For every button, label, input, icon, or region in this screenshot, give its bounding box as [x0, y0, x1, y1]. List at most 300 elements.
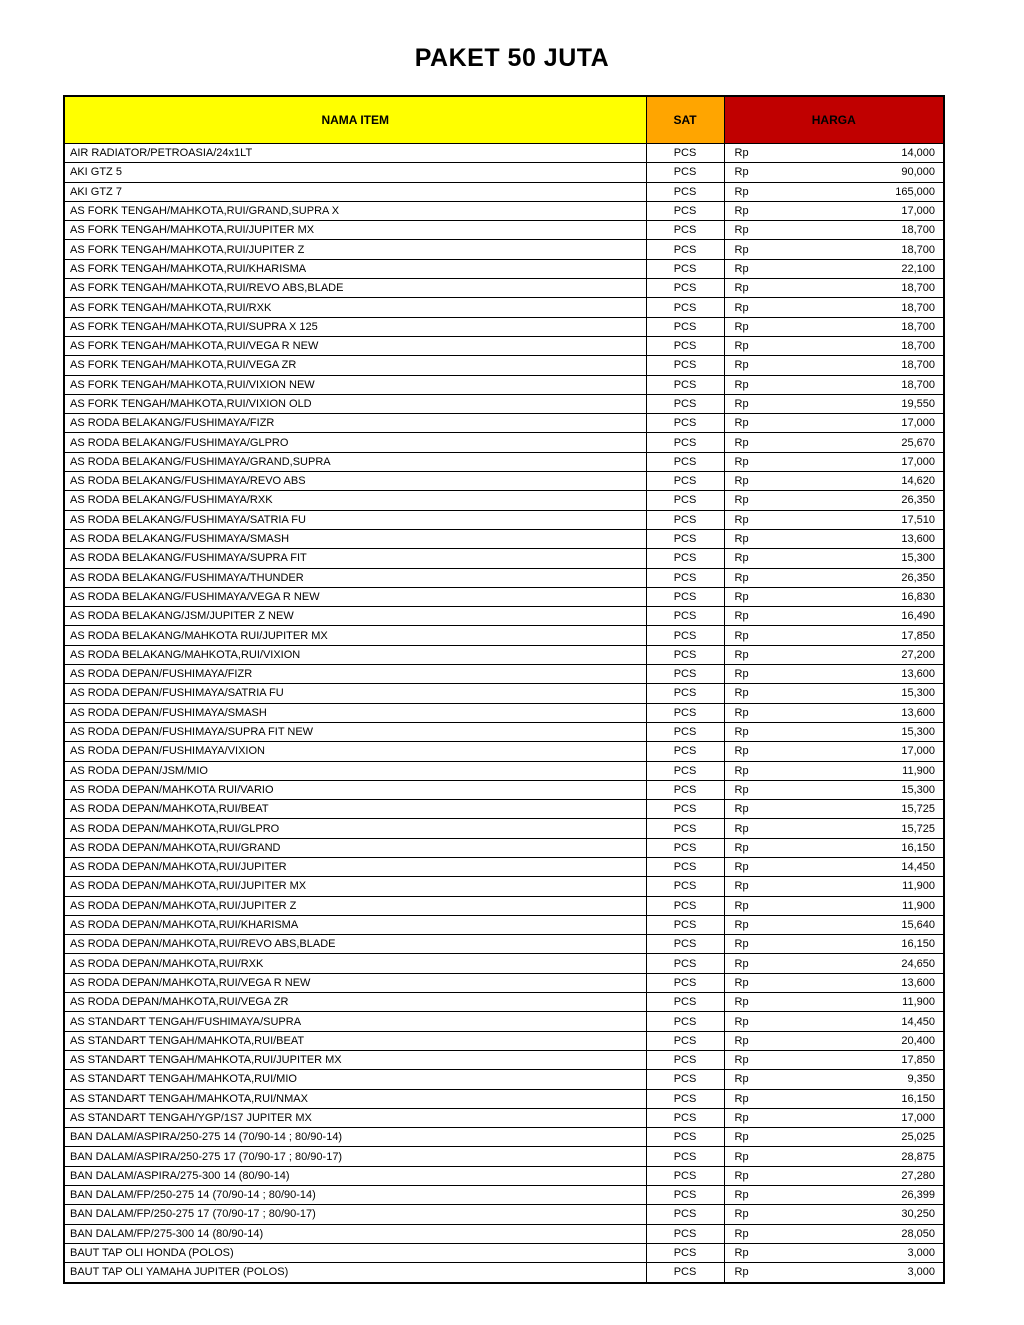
price-cell — [724, 665, 944, 684]
unit-cell: PCS — [646, 1050, 724, 1069]
unit-cell: PCS — [646, 877, 724, 896]
unit-cell: PCS — [646, 703, 724, 722]
price-value: 3,000 — [907, 1247, 935, 1260]
item-name-cell: AS RODA DEPAN/MAHKOTA,RUI/VEGA ZR — [64, 993, 646, 1012]
price-value: 16,830 — [901, 590, 935, 603]
price-cell — [724, 1050, 944, 1069]
currency-label: Rp — [734, 668, 749, 681]
price-value: 18,700 — [901, 301, 935, 314]
price-cell — [724, 356, 944, 375]
currency-label: Rp — [734, 1247, 749, 1260]
price-cell — [724, 780, 944, 799]
currency-label: Rp — [734, 1169, 749, 1182]
currency-label: Rp — [734, 1189, 749, 1202]
table-row — [64, 163, 944, 182]
item-name-cell: AS RODA DEPAN/MAHKOTA,RUI/JUPITER MX — [64, 877, 646, 896]
item-name-cell: AKI GTZ 5 — [64, 163, 646, 182]
item-name-cell: AS RODA DEPAN/FUSHIMAYA/VIXION — [64, 742, 646, 761]
table-row — [64, 607, 944, 626]
currency-label: Rp — [734, 436, 749, 449]
currency-label: Rp — [734, 320, 749, 333]
price-cell — [724, 742, 944, 761]
item-name-cell: AS RODA DEPAN/MAHKOTA,RUI/KHARISMA — [64, 915, 646, 934]
price-cell — [724, 298, 944, 317]
table-row — [64, 433, 944, 452]
item-name-cell: AKI GTZ 7 — [64, 182, 646, 201]
currency-label: Rp — [734, 590, 749, 603]
currency-label: Rp — [734, 282, 749, 295]
item-name-cell: AS RODA BELAKANG/FUSHIMAYA/SATRIA FU — [64, 510, 646, 529]
price-cell — [724, 201, 944, 220]
item-name-cell: BAN DALAM/FP/250-275 17 (70/90-17 ; 80/90-17) — [64, 1205, 646, 1224]
unit-cell: PCS — [646, 1205, 724, 1224]
currency-label: Rp — [734, 1054, 749, 1067]
price-cell — [724, 722, 944, 741]
currency-label: Rp — [734, 610, 749, 623]
price-cell — [724, 761, 944, 780]
currency-label: Rp — [734, 1111, 749, 1124]
price-cell — [724, 1263, 944, 1283]
item-name-cell: AS RODA DEPAN/FUSHIMAYA/SMASH — [64, 703, 646, 722]
table-row — [64, 144, 944, 163]
table-row — [64, 935, 944, 954]
table-row — [64, 665, 944, 684]
table-row — [64, 1186, 944, 1205]
price-cell — [724, 144, 944, 163]
price-value: 15,300 — [901, 783, 935, 796]
item-name-cell: AS RODA DEPAN/MAHKOTA,RUI/JUPITER Z — [64, 896, 646, 915]
item-name-cell: BAN DALAM/ASPIRA/275-300 14 (80/90-14) — [64, 1166, 646, 1185]
table-row — [64, 857, 944, 876]
price-value: 17,000 — [901, 1111, 935, 1124]
currency-label: Rp — [734, 861, 749, 874]
unit-cell: PCS — [646, 1186, 724, 1205]
price-value: 22,100 — [901, 262, 935, 275]
price-value: 16,150 — [901, 938, 935, 951]
table-row — [64, 182, 944, 201]
item-name-cell: AS FORK TENGAH/MAHKOTA,RUI/VEGA ZR — [64, 356, 646, 375]
currency-label: Rp — [734, 166, 749, 179]
unit-cell: PCS — [646, 684, 724, 703]
table-row — [64, 472, 944, 491]
item-name-cell: AS RODA BELAKANG/FUSHIMAYA/REVO ABS — [64, 472, 646, 491]
price-value: 90,000 — [901, 166, 935, 179]
item-name-cell: AS RODA DEPAN/JSM/MIO — [64, 761, 646, 780]
price-cell — [724, 800, 944, 819]
currency-label: Rp — [734, 899, 749, 912]
price-value: 27,280 — [901, 1169, 935, 1182]
price-cell — [724, 375, 944, 394]
table-row — [64, 491, 944, 510]
unit-cell: PCS — [646, 356, 724, 375]
unit-cell: PCS — [646, 491, 724, 510]
price-cell — [724, 240, 944, 259]
price-value: 9,350 — [907, 1073, 935, 1086]
currency-label: Rp — [734, 822, 749, 835]
table-row — [64, 1050, 944, 1069]
table-row — [64, 819, 944, 838]
currency-label: Rp — [734, 494, 749, 507]
unit-cell: PCS — [646, 144, 724, 163]
table-row — [64, 800, 944, 819]
price-cell — [724, 684, 944, 703]
table-row — [64, 201, 944, 220]
price-cell — [724, 1205, 944, 1224]
table-row — [64, 317, 944, 336]
price-cell — [724, 1166, 944, 1185]
currency-label: Rp — [734, 841, 749, 854]
table-row — [64, 336, 944, 355]
item-name-cell: AS FORK TENGAH/MAHKOTA,RUI/JUPITER MX — [64, 221, 646, 240]
table-body — [64, 144, 944, 1283]
currency-label: Rp — [734, 359, 749, 372]
unit-cell: PCS — [646, 761, 724, 780]
price-value: 11,900 — [902, 764, 935, 777]
column-header-nama-item: NAMA ITEM — [64, 96, 646, 144]
item-name-cell: AS RODA DEPAN/FUSHIMAYA/SATRIA FU — [64, 684, 646, 703]
unit-cell: PCS — [646, 800, 724, 819]
unit-cell: PCS — [646, 549, 724, 568]
unit-cell: PCS — [646, 336, 724, 355]
price-cell — [724, 568, 944, 587]
table-row — [64, 838, 944, 857]
table-row — [64, 1147, 944, 1166]
table-row — [64, 954, 944, 973]
unit-cell: PCS — [646, 915, 724, 934]
unit-cell: PCS — [646, 993, 724, 1012]
unit-cell: PCS — [646, 742, 724, 761]
table-row — [64, 684, 944, 703]
unit-cell: PCS — [646, 298, 724, 317]
price-cell — [724, 857, 944, 876]
price-value: 25,670 — [901, 436, 935, 449]
item-name-cell: AS RODA DEPAN/MAHKOTA,RUI/RXK — [64, 954, 646, 973]
price-value: 17,000 — [901, 417, 935, 430]
currency-label: Rp — [734, 957, 749, 970]
unit-cell: PCS — [646, 973, 724, 992]
table-row — [64, 356, 944, 375]
price-cell — [724, 703, 944, 722]
price-value: 25,025 — [901, 1131, 935, 1144]
currency-label: Rp — [734, 533, 749, 546]
item-name-cell: AS RODA BELAKANG/FUSHIMAYA/THUNDER — [64, 568, 646, 587]
table-row — [64, 375, 944, 394]
price-cell — [724, 1012, 944, 1031]
table-row — [64, 1166, 944, 1185]
unit-cell: PCS — [646, 1012, 724, 1031]
unit-cell: PCS — [646, 510, 724, 529]
currency-label: Rp — [734, 706, 749, 719]
price-value: 17,000 — [901, 455, 935, 468]
price-cell — [724, 973, 944, 992]
unit-cell: PCS — [646, 1070, 724, 1089]
price-cell — [724, 993, 944, 1012]
price-cell — [724, 626, 944, 645]
item-name-cell: BAN DALAM/ASPIRA/250-275 14 (70/90-14 ; 80/90-14) — [64, 1128, 646, 1147]
table-row — [64, 722, 944, 741]
item-name-cell: AS RODA BELAKANG/FUSHIMAYA/FIZR — [64, 414, 646, 433]
price-value: 17,850 — [901, 1054, 935, 1067]
currency-label: Rp — [734, 475, 749, 488]
price-cell — [724, 935, 944, 954]
unit-cell: PCS — [646, 665, 724, 684]
item-name-cell: AS RODA BELAKANG/MAHKOTA,RUI/VIXION — [64, 645, 646, 664]
unit-cell: PCS — [646, 1147, 724, 1166]
item-name-cell: AS FORK TENGAH/MAHKOTA,RUI/SUPRA X 125 — [64, 317, 646, 336]
price-value: 14,620 — [901, 475, 935, 488]
item-name-cell: AS RODA BELAKANG/FUSHIMAYA/VEGA R NEW — [64, 587, 646, 606]
table-row — [64, 510, 944, 529]
price-cell — [724, 915, 944, 934]
price-cell — [724, 1031, 944, 1050]
price-cell — [724, 163, 944, 182]
price-value: 30,250 — [901, 1208, 935, 1221]
price-cell — [724, 259, 944, 278]
price-cell — [724, 549, 944, 568]
price-value: 17,000 — [901, 205, 935, 218]
currency-label: Rp — [734, 1034, 749, 1047]
currency-label: Rp — [734, 571, 749, 584]
currency-label: Rp — [734, 262, 749, 275]
table-row — [64, 1089, 944, 1108]
unit-cell: PCS — [646, 857, 724, 876]
table-row — [64, 279, 944, 298]
item-name-cell: AS RODA BELAKANG/FUSHIMAYA/RXK — [64, 491, 646, 510]
item-name-cell: AS FORK TENGAH/MAHKOTA,RUI/REVO ABS,BLADE — [64, 279, 646, 298]
table-row — [64, 529, 944, 548]
currency-label: Rp — [734, 455, 749, 468]
price-value: 13,600 — [901, 668, 935, 681]
price-cell — [724, 1243, 944, 1262]
price-value: 19,550 — [901, 398, 935, 410]
price-value: 13,600 — [901, 706, 935, 719]
item-name-cell: AS FORK TENGAH/MAHKOTA,RUI/VEGA R NEW — [64, 336, 646, 355]
column-header-sat: SAT — [646, 96, 724, 144]
price-cell — [724, 877, 944, 896]
price-cell — [724, 414, 944, 433]
price-cell — [724, 1070, 944, 1089]
item-name-cell: BAN DALAM/FP/275-300 14 (80/90-14) — [64, 1224, 646, 1243]
item-name-cell: AS RODA DEPAN/MAHKOTA,RUI/GRAND — [64, 838, 646, 857]
table-row — [64, 896, 944, 915]
table-row — [64, 626, 944, 645]
price-value: 15,300 — [901, 552, 935, 565]
item-name-cell: AS FORK TENGAH/MAHKOTA,RUI/RXK — [64, 298, 646, 317]
price-value: 15,640 — [901, 919, 935, 932]
unit-cell: PCS — [646, 1224, 724, 1243]
currency-label: Rp — [734, 224, 749, 237]
item-name-cell: AS RODA BELAKANG/MAHKOTA RUI/JUPITER MX — [64, 626, 646, 645]
table-row — [64, 993, 944, 1012]
price-value: 15,725 — [901, 803, 935, 816]
currency-label: Rp — [734, 783, 749, 796]
item-name-cell: AS RODA DEPAN/MAHKOTA RUI/VARIO — [64, 780, 646, 799]
price-cell — [724, 819, 944, 838]
price-value: 17,510 — [901, 513, 935, 526]
table-row — [64, 568, 944, 587]
price-cell — [724, 1108, 944, 1127]
price-value: 11,900 — [902, 996, 935, 1009]
unit-cell: PCS — [646, 317, 724, 336]
price-value: 11,900 — [902, 899, 935, 912]
price-cell — [724, 529, 944, 548]
table-row — [64, 1205, 944, 1224]
price-value: 20,400 — [901, 1034, 935, 1047]
price-value: 13,600 — [901, 533, 935, 546]
price-cell — [724, 587, 944, 606]
currency-label: Rp — [734, 1015, 749, 1028]
unit-cell: PCS — [646, 819, 724, 838]
price-cell — [724, 645, 944, 664]
currency-label: Rp — [734, 976, 749, 989]
table-row — [64, 1128, 944, 1147]
price-cell — [724, 607, 944, 626]
price-value: 17,850 — [901, 629, 935, 642]
table-row — [64, 915, 944, 934]
table-row — [64, 240, 944, 259]
unit-cell: PCS — [646, 221, 724, 240]
currency-label: Rp — [734, 629, 749, 642]
page-title: PAKET 50 JUTA — [414, 44, 610, 72]
currency-label: Rp — [734, 205, 749, 218]
price-cell — [724, 221, 944, 240]
price-cell — [724, 1147, 944, 1166]
price-cell — [724, 279, 944, 298]
price-value: 16,150 — [901, 1092, 935, 1105]
price-cell — [724, 452, 944, 471]
price-value: 16,150 — [901, 841, 935, 854]
price-cell — [724, 491, 944, 510]
unit-cell: PCS — [646, 182, 724, 201]
unit-cell: PCS — [646, 529, 724, 548]
table-row — [64, 1263, 944, 1283]
unit-cell: PCS — [646, 896, 724, 915]
table-row — [64, 1224, 944, 1243]
price-value: 14,450 — [901, 861, 935, 874]
table-row — [64, 1012, 944, 1031]
unit-cell: PCS — [646, 163, 724, 182]
price-cell — [724, 1128, 944, 1147]
unit-cell: PCS — [646, 452, 724, 471]
item-name-cell: AIR RADIATOR/PETROASIA/24x1LT — [64, 144, 646, 163]
currency-label: Rp — [734, 648, 749, 661]
table-row — [64, 414, 944, 433]
price-value: 16,490 — [901, 610, 935, 623]
price-cell — [724, 954, 944, 973]
unit-cell: PCS — [646, 954, 724, 973]
item-name-cell: AS RODA DEPAN/MAHKOTA,RUI/BEAT — [64, 800, 646, 819]
item-name-cell: AS FORK TENGAH/MAHKOTA,RUI/VIXION OLD — [64, 394, 646, 413]
item-name-cell: BAN DALAM/FP/250-275 14 (70/90-14 ; 80/90-14) — [64, 1186, 646, 1205]
price-value: 14,000 — [901, 147, 935, 160]
item-name-cell: AS RODA BELAKANG/FUSHIMAYA/GRAND,SUPRA — [64, 452, 646, 471]
currency-label: Rp — [734, 513, 749, 526]
currency-label: Rp — [734, 552, 749, 565]
currency-label: Rp — [734, 243, 749, 256]
item-name-cell: AS STANDART TENGAH/YGP/1S7 JUPITER MX — [64, 1108, 646, 1127]
price-value: 3,000 — [907, 1266, 935, 1279]
price-value: 18,700 — [901, 282, 935, 295]
table-row — [64, 1070, 944, 1089]
currency-label: Rp — [734, 1266, 749, 1279]
price-value: 18,700 — [901, 243, 935, 256]
currency-label: Rp — [734, 803, 749, 816]
item-name-cell: AS STANDART TENGAH/MAHKOTA,RUI/NMAX — [64, 1089, 646, 1108]
price-value: 18,700 — [901, 340, 935, 353]
price-value: 27,200 — [901, 648, 935, 661]
unit-cell: PCS — [646, 1031, 724, 1050]
item-name-cell: AS RODA DEPAN/MAHKOTA,RUI/GLPRO — [64, 819, 646, 838]
currency-label: Rp — [734, 340, 749, 353]
unit-cell: PCS — [646, 1263, 724, 1283]
table-row — [64, 221, 944, 240]
table-row — [64, 761, 944, 780]
table-row — [64, 259, 944, 278]
currency-label: Rp — [734, 687, 749, 700]
item-name-cell: AS STANDART TENGAH/FUSHIMAYA/SUPRA — [64, 1012, 646, 1031]
item-name-cell: BAUT TAP OLI YAMAHA JUPITER (POLOS) — [64, 1263, 646, 1283]
price-cell — [724, 182, 944, 201]
price-value: 26,350 — [901, 571, 935, 584]
currency-label: Rp — [734, 1073, 749, 1086]
price-cell — [724, 336, 944, 355]
currency-label: Rp — [734, 398, 749, 410]
unit-cell: PCS — [646, 259, 724, 278]
currency-label: Rp — [734, 726, 749, 739]
item-name-cell: BAN DALAM/ASPIRA/250-275 17 (70/90-17 ; 80/90-17) — [64, 1147, 646, 1166]
unit-cell: PCS — [646, 1166, 724, 1185]
price-value: 165,000 — [895, 185, 935, 198]
item-name-cell: AS RODA DEPAN/FUSHIMAYA/SUPRA FIT NEW — [64, 722, 646, 741]
price-value: 15,300 — [901, 726, 935, 739]
unit-cell: PCS — [646, 279, 724, 298]
unit-cell: PCS — [646, 722, 724, 741]
currency-label: Rp — [734, 996, 749, 1009]
unit-cell: PCS — [646, 201, 724, 220]
item-name-cell: AS RODA DEPAN/FUSHIMAYA/FIZR — [64, 665, 646, 684]
item-name-cell: AS RODA BELAKANG/FUSHIMAYA/GLPRO — [64, 433, 646, 452]
item-name-cell: AS RODA BELAKANG/FUSHIMAYA/SMASH — [64, 529, 646, 548]
unit-cell: PCS — [646, 394, 724, 413]
table-row — [64, 549, 944, 568]
table-row — [64, 587, 944, 606]
currency-label: Rp — [734, 1208, 749, 1221]
price-value: 15,725 — [901, 822, 935, 835]
price-value: 18,700 — [901, 224, 935, 237]
column-header-harga: HARGA — [724, 96, 944, 144]
price-cell — [724, 1089, 944, 1108]
currency-label: Rp — [734, 745, 749, 758]
currency-label: Rp — [734, 185, 749, 198]
unit-cell: PCS — [646, 472, 724, 491]
price-cell — [724, 1224, 944, 1243]
currency-label: Rp — [734, 919, 749, 932]
price-value: 15,300 — [901, 687, 935, 700]
table-row — [64, 298, 944, 317]
price-cell — [724, 317, 944, 336]
table-row — [64, 1243, 944, 1262]
price-value: 18,700 — [901, 378, 935, 391]
table-row — [64, 877, 944, 896]
table-row — [64, 742, 944, 761]
price-value: 28,875 — [901, 1150, 935, 1163]
item-name-cell: AS RODA DEPAN/MAHKOTA,RUI/VEGA R NEW — [64, 973, 646, 992]
price-value: 14,450 — [901, 1015, 935, 1028]
item-name-cell: AS RODA BELAKANG/FUSHIMAYA/SUPRA FIT — [64, 549, 646, 568]
price-list-table — [63, 95, 945, 1284]
unit-cell: PCS — [646, 1108, 724, 1127]
item-name-cell: AS RODA DEPAN/MAHKOTA,RUI/REVO ABS,BLADE — [64, 935, 646, 954]
